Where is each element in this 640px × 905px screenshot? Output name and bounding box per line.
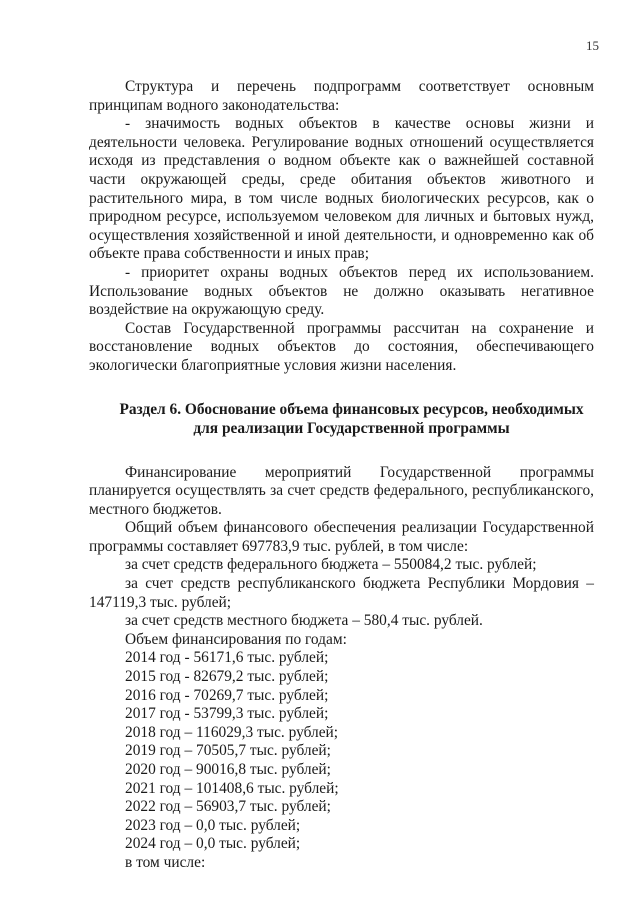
including-label: в том числе:: [125, 853, 206, 871]
year-line-2017: 2017 год - 53799,3 тыс. рублей;: [125, 705, 329, 723]
local-budget-line: за счет средств местного бюджета – 580,4 тыс. рублей.: [125, 612, 483, 630]
section-heading-line-2: для реализации Государственной программы: [193, 419, 510, 437]
year-line-2018: 2018 год – 116029,3 тыс. рублей;: [125, 723, 339, 741]
section-heading-line-1: Раздел 6. Обоснование объема финансовых ресурсов, необходимых: [119, 400, 584, 418]
paragraph-structure: Структура и перечень подпрограмм соответствует основным принципам водного законодательства:: [89, 78, 594, 114]
paragraph-composition: Состав Государственной программы рассчитан на сохранение и восстановление водных объектов до состояния, обеспечивающего экологически благоприятные условия жизни населения.: [89, 319, 594, 374]
paragraph-significance: - значимость водных объектов в качестве основы жизни и деятельности человека. Регулирование водных отношений осуществляется исходя из представления о водном объекте как о важнейшей составной части окружающей среды, среде обитания объектов животного и растительного мира, в том числе водных биологических ресурсов, как о природном ресурсе, используемом человеком для личных и бытовых нужд, осуществления хозяйственной и иной деятельности, и одновременно как об объекте права собственности и иных прав;: [89, 115, 594, 263]
year-line-2015: 2015 год - 82679,2 тыс. рублей;: [125, 668, 329, 686]
year-line-2016: 2016 год - 70269,7 тыс. рублей;: [125, 686, 329, 704]
year-line-2023: 2023 год – 0,0 тыс. рублей;: [125, 816, 301, 834]
year-line-2014: 2014 год - 56171,6 тыс. рублей;: [125, 649, 329, 667]
republic-budget-line: за счет средств республиканского бюджета Республики Мордовия – 147119,3 тыс. рублей;: [89, 575, 594, 611]
section-heading: [89, 400, 594, 438]
year-line-2019: 2019 год – 70505,7 тыс. рублей;: [125, 742, 331, 760]
paragraph-total-volume: Общий объем финансового обеспечения реализации Государственной программы составляет 697783,9 тыс. рублей, в том числе:: [89, 519, 594, 555]
year-line-2024: 2024 год – 0,0 тыс. рублей;: [125, 835, 301, 853]
year-line-2021: 2021 год – 101408,6 тыс. рублей;: [125, 779, 339, 797]
paragraph-priority: - приоритет охраны водных объектов перед их использованием. Использование водных объектов не должно оказывать негативное воздействие на окружающую среду.: [89, 263, 594, 319]
paragraph-financing: Финансирование мероприятий Государственной программы планируется осуществлять за счет средств федерального, республиканского, местного бюджетов.: [89, 463, 594, 518]
document-body: [89, 78, 594, 873]
year-line-2022: 2022 год – 56903,7 тыс. рублей;: [125, 798, 331, 816]
by-years-label: Объем финансирования по годам:: [125, 630, 347, 648]
federal-budget-line: за счет средств федерального бюджета – 550084,2 тыс. рублей;: [125, 556, 537, 574]
year-line-2020: 2020 год – 90016,8 тыс. рублей;: [125, 761, 331, 778]
page-number: 15: [586, 38, 599, 53]
